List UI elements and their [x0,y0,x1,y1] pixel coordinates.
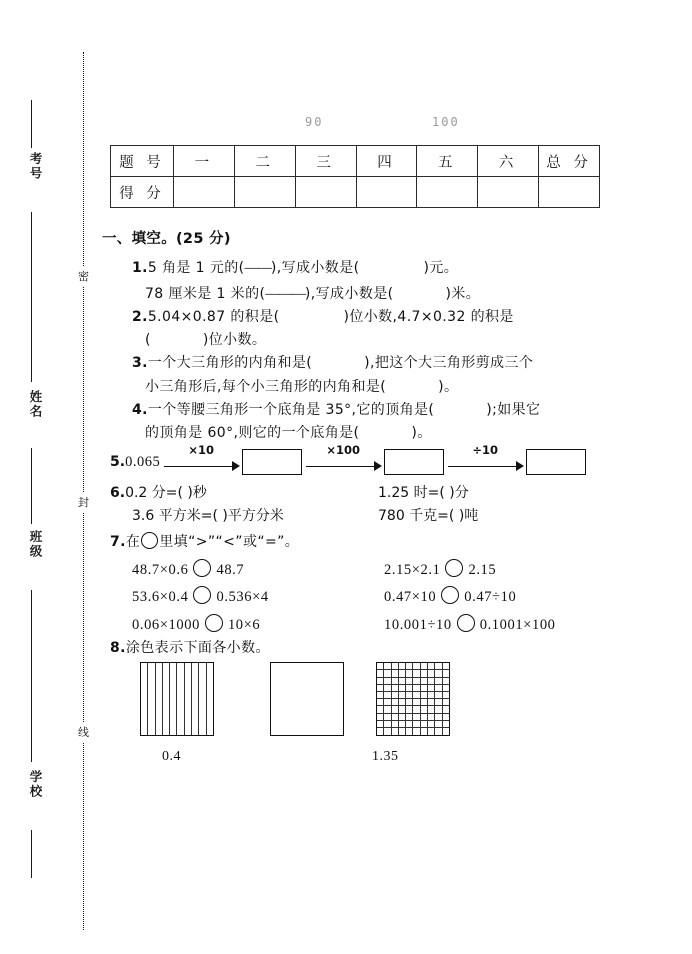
question-8 [110,641,640,770]
question-5-operation-3: ÷10 [472,443,499,458]
margin-rule [31,100,32,148]
question-1-line-2 [110,287,640,301]
compare-circle-icon[interactable] [445,559,463,577]
margin-rule [31,590,32,762]
question-7-number: 7. [110,534,126,551]
margin-rule [31,212,32,382]
question-7-compare-1-left[interactable] [132,559,384,578]
question-5-number: 5. [110,454,126,471]
question-7 [110,532,640,632]
score-table-col-total: 总 分 [539,146,600,177]
question-4-number: 4. [132,401,148,418]
arrow-line-icon [164,466,232,467]
question-1b-fraction-blank[interactable]: ——— [265,285,305,302]
question-5-arrow-1 [162,443,240,475]
question-1b-text-c: )米。 [445,285,481,302]
score-table-row-label-score: 得 分 [111,177,174,208]
question-6-row-2 [110,509,640,523]
score-cell-4[interactable] [356,177,417,208]
question-7-expr-2a: 53.6×0.4 [132,589,189,606]
question-1-fraction-blank[interactable]: —— [244,259,271,276]
shading-grid-plain[interactable] [270,662,344,736]
question-5-start-value: 0.065 [125,453,161,470]
question-1b-text-b: ),写成小数是( [304,285,394,302]
question-4-line-2 [110,426,640,440]
arrow-line-icon [306,466,374,467]
score-cell-5[interactable] [417,177,478,208]
question-4b-text-b: )。 [411,424,432,441]
question-8-number: 8. [110,640,126,657]
score-table [110,145,600,208]
score-cell-3[interactable] [295,177,356,208]
question-1-text-c: )元。 [423,259,459,276]
question-5-operation-1: ×10 [188,443,215,458]
question-1-text-b: ),写成小数是( [270,259,360,276]
margin-label-class: 班级 [28,530,43,559]
table-row-scores [111,177,600,208]
question-5-answer-box-2[interactable] [384,449,444,475]
seal-char-xian: 线 [74,722,93,742]
question-7-expr-1d: 2.15 [468,561,497,578]
question-2-text-b: )位小数,4.7×0.32 的积是 [343,308,514,325]
question-4-line-1 [110,403,640,417]
question-5 [110,443,640,475]
arrow-head-icon [232,461,240,471]
question-7-compare-3-right[interactable] [384,614,556,633]
question-6 [110,486,640,523]
question-7-expr-3b: 10×6 [227,616,261,633]
question-7-compare-1-right[interactable] [384,559,496,578]
shading-grid-caption-2: 1.35 [372,749,399,765]
compare-circle-icon[interactable] [457,614,475,632]
question-5-answer-box-3[interactable] [526,449,586,475]
shading-grid-stripes[interactable] [140,662,214,736]
question-7-prompt [110,532,640,549]
score-table-col-3: 三 [295,146,356,177]
seal-char-mi: 密 [74,266,93,286]
question-7-expr-1a: 48.7×0.6 [132,561,189,578]
question-1 [110,261,640,301]
margin-label-school: 学校 [28,770,43,799]
question-7-expr-3a: 0.06×1000 [132,616,200,633]
margin-label-exam-number: 考号 [28,152,43,181]
circle-icon [141,532,158,549]
table-row-question-numbers [111,146,600,177]
seal-char-feng: 封 [74,492,93,512]
arrow-head-icon [374,461,382,471]
score-table-row-label-question: 题 号 [111,146,174,177]
question-5-answer-box-1[interactable] [242,449,302,475]
question-7-expr-3c: 10.001÷10 [384,616,452,633]
question-5-operation-2: ×100 [326,443,361,458]
left-margin-info-column [0,0,62,954]
compare-circle-icon[interactable] [205,614,223,632]
question-8-prompt-text: 涂色表示下面各小数。 [125,640,270,657]
question-5-flow-diagram [110,443,640,475]
question-4-text-b: );如果它 [486,401,541,418]
exam-content [102,231,640,777]
question-1-number: 1. [132,259,148,276]
margin-label-name: 姓名 [28,390,43,419]
question-3b-text-a: 小三角形后,每个小三角形的内角和是( [145,378,387,395]
compare-circle-icon[interactable] [441,586,459,604]
compare-circle-icon[interactable] [193,559,211,577]
mesh-cells [377,663,449,735]
question-6-left-1-text: 0.2 分=( )秒 [125,485,207,502]
question-3b-text-b: )。 [438,378,459,395]
question-7-compare-row-3 [110,614,640,633]
question-2b-text-b: )位小数。 [202,332,267,349]
shading-grid-mesh[interactable] [376,662,450,736]
question-8-figures [110,662,640,770]
question-4-text-a: 一个等腰三角形一个底角是 35°,它的顶角是( [147,401,435,418]
question-1-text-a: 5 角是 1 元的( [147,259,245,276]
question-2-line-2 [110,333,640,347]
question-2 [110,310,640,347]
question-2b-text-a: ( [145,332,151,349]
score-cell-6[interactable] [478,177,539,208]
question-7-expr-1b: 48.7 [216,561,245,578]
score-table-col-2: 二 [234,146,295,177]
question-2-line-1 [110,310,640,324]
question-7-expr-2b: 0.536×4 [216,589,269,606]
question-6-left-1[interactable] [110,486,378,500]
question-6-row-1 [110,486,640,500]
shading-grid-caption-1: 0.4 [162,749,181,765]
stripe-columns [141,663,213,735]
question-1b-text-a: 78 厘米是 1 米的( [145,285,266,302]
score-table-col-5: 五 [417,146,478,177]
margin-rule [31,448,32,524]
seal-dotted-line [83,52,84,930]
question-6-right-2[interactable]: 780 千克=( )吨 [378,508,479,525]
question-1-line-1 [110,261,640,275]
question-6-left-2[interactable]: 3.6 平方米=( )平方分米 [132,508,284,525]
section-title-fill-in-blank: 一、填空。(25 分) [102,231,231,247]
question-7-prompt-a: 在 [125,534,141,551]
question-2-number: 2. [132,308,148,325]
question-5-arrow-3 [446,443,524,475]
question-7-prompt-b: 里填“>”“<”或“=”。 [159,534,300,551]
question-7-compare-3-left[interactable] [132,614,384,633]
question-7-compare-row-1 [110,559,640,578]
score-cell-2[interactable] [234,177,295,208]
question-4 [110,403,640,440]
question-7-expr-1c: 2.15×2.1 [384,561,441,578]
question-7-expr-2d: 0.47÷10 [464,589,517,606]
arrow-head-icon [516,461,524,471]
question-3-line-2 [110,380,640,394]
score-table-col-1: 一 [174,146,235,177]
question-6-number: 6. [110,485,126,502]
question-2-text-a: 5.04×0.87 的积是( [147,308,280,325]
compare-circle-icon[interactable] [193,586,211,604]
question-7-compare-2-left[interactable] [132,586,384,605]
question-4b-text-a: 的顶角是 60°,则它的一个底角是( [145,424,360,441]
ghost-mark-100: 100 [432,115,460,129]
question-7-expr-3d: 0.1001×100 [479,616,556,633]
question-6-right-1[interactable]: 1.25 时=( )分 [378,485,469,502]
question-3-line-1 [110,356,640,370]
question-8-prompt [110,641,640,655]
question-5-arrow-2 [304,443,382,475]
margin-rule [31,830,32,878]
question-3 [110,356,640,393]
question-7-compare-2-right[interactable] [384,586,516,605]
score-table-col-4: 四 [356,146,417,177]
question-7-expr-2c: 0.47×10 [384,589,437,606]
question-3-text-b: ),把这个大三角形剪成三个 [364,355,534,372]
score-table-col-6: 六 [478,146,539,177]
question-3-text-a: 一个大三角形的内角和是( [147,355,313,372]
score-cell-1[interactable] [174,177,235,208]
ghost-mark-90: 90 [305,115,324,129]
question-7-compare-row-2 [110,586,640,605]
score-cell-total[interactable] [539,177,600,208]
question-3-number: 3. [132,355,148,372]
arrow-line-icon [448,466,516,467]
